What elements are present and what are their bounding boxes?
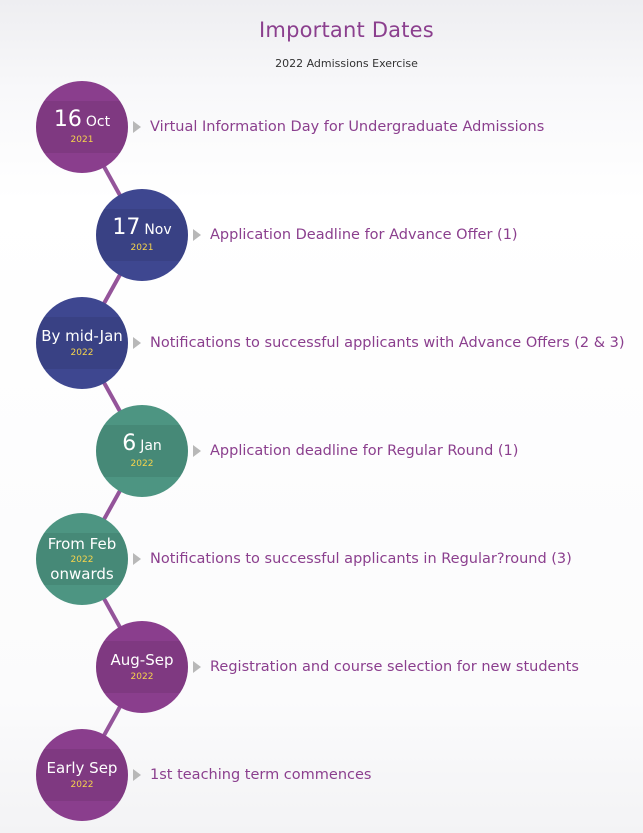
date-number: 6: [122, 431, 137, 456]
date-number: 16: [53, 107, 82, 132]
date-text: From Feb: [47, 534, 117, 553]
date-year: 2022: [70, 554, 94, 565]
date-text: Early Sep: [46, 758, 118, 777]
date-year: 2022: [70, 347, 94, 358]
date-circle-aug-sep: [96, 621, 188, 713]
pointer-arrow-icon: [133, 337, 141, 349]
event-description: Registration and course selection for new students: [210, 659, 579, 675]
event-description: Virtual Information Day for Undergraduate Admissions: [150, 119, 545, 135]
date-year: 2022: [70, 779, 94, 790]
date-month: Nov: [144, 222, 172, 238]
date-circle-17-nov: [96, 189, 188, 281]
date-circle-16-oct: [36, 81, 128, 173]
page-subtitle: 2022 Admissions Exercise: [275, 57, 418, 70]
date-year: 2021: [130, 243, 154, 253]
pointer-arrow-icon: [133, 121, 141, 133]
event-description: Application deadline for Regular Round (1): [210, 443, 519, 459]
date-circle-6-jan: [96, 405, 188, 497]
pointer-arrow-icon: [133, 769, 141, 781]
date-text: Aug-Sep: [110, 650, 174, 669]
date-year: 2022: [130, 671, 154, 682]
event-description: Notifications to successful applicants with Advance Offers (2 & 3): [150, 335, 625, 351]
date-text-line2: onwards: [50, 564, 114, 583]
event-description: Notifications to successful applicants in Regular?round (3): [150, 551, 572, 567]
date-circle-early-sep: [36, 729, 128, 821]
pointer-arrow-icon: [193, 661, 201, 673]
pointer-arrow-icon: [133, 553, 141, 565]
date-text: By mid-Jan: [41, 326, 123, 345]
event-description: Application Deadline for Advance Offer (1): [210, 227, 518, 243]
date-month: Jan: [140, 438, 162, 454]
pointer-arrow-icon: [193, 445, 201, 457]
event-description: 1st teaching term commences: [150, 767, 372, 783]
date-circle-by-mid-jan: [36, 297, 128, 389]
pointer-arrow-icon: [193, 229, 201, 241]
date-year: 2021: [70, 135, 94, 145]
date-number: 17: [112, 215, 141, 240]
page-title: Important Dates: [259, 18, 434, 42]
date-circle-from-feb: [36, 513, 128, 605]
date-month: Oct: [85, 114, 111, 130]
date-year: 2022: [130, 459, 154, 469]
